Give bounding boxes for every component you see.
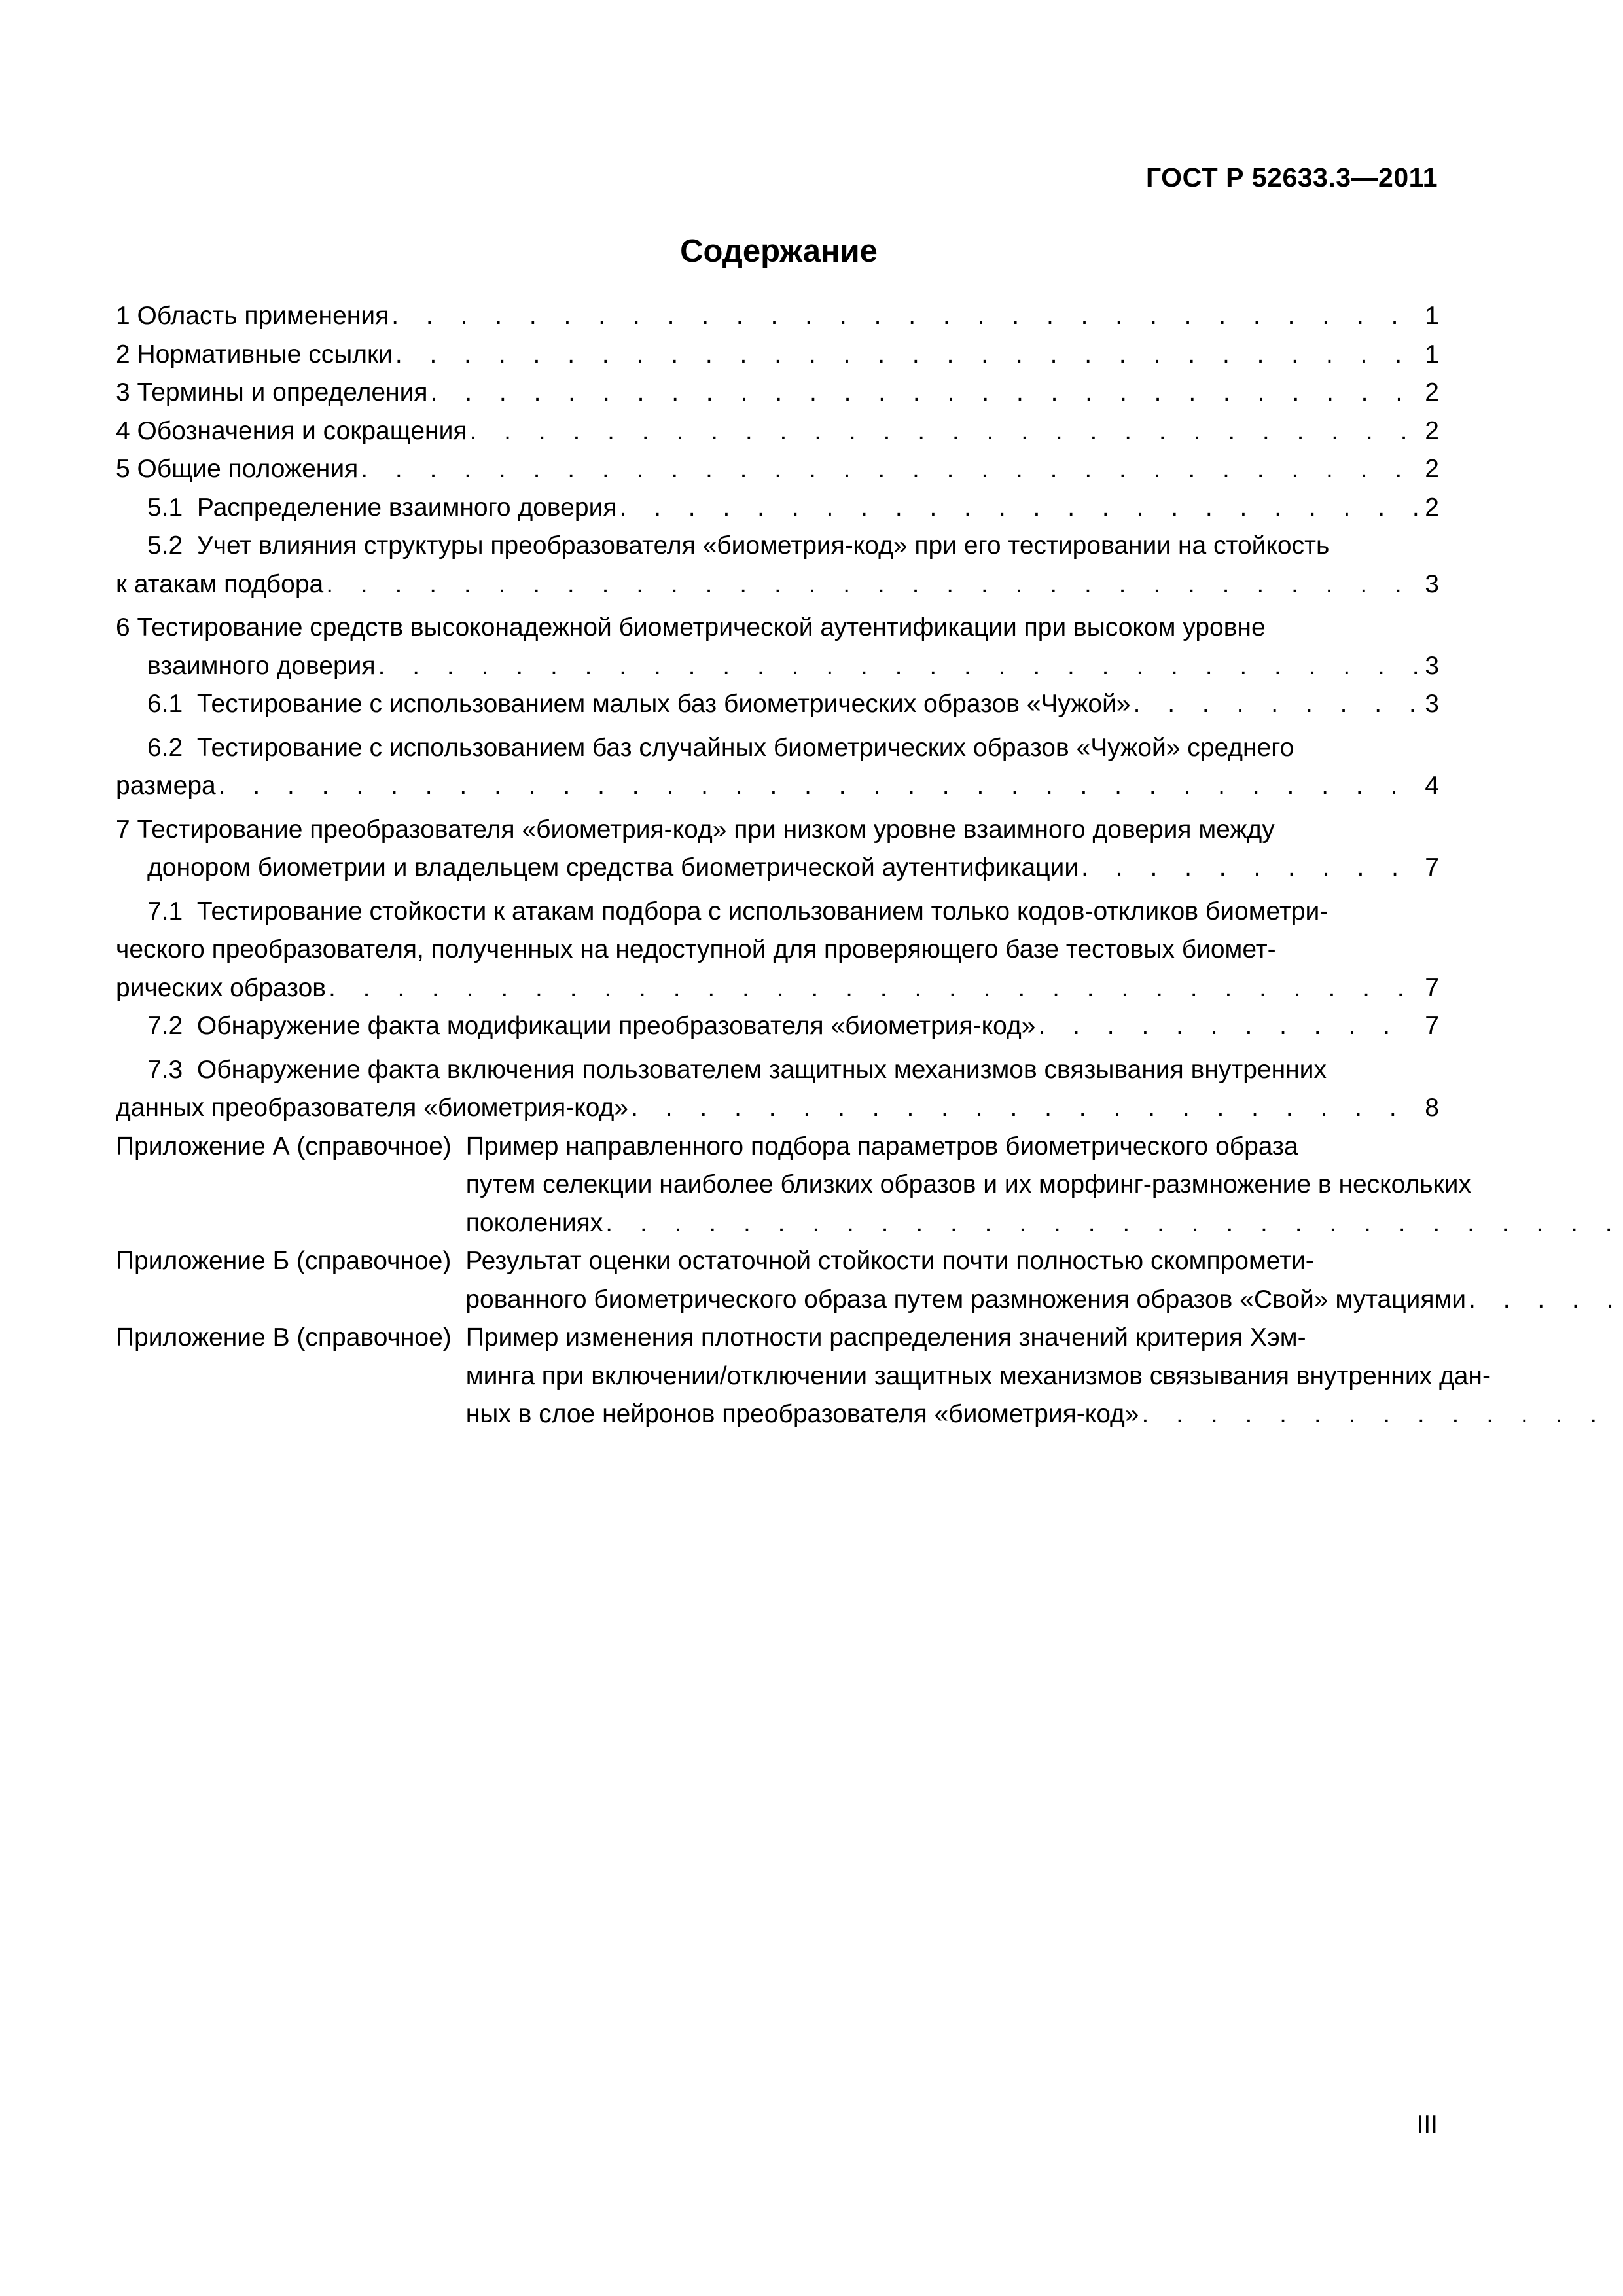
toc-title: Содержание [680,234,878,269]
toc-leader [1133,685,1420,724]
toc-entry-num: 3 [116,378,130,406]
toc-entry-7[interactable] [116,811,1439,888]
toc-leader [631,1089,1419,1128]
toc-entry-text: ческого преобразователя, полученных на недоступной для проверяющего базе тестовых биомет- [116,935,1276,963]
toc-entry-5-2[interactable] [116,527,1439,603]
toc-entry-page: 8 [1425,1094,1439,1122]
toc-entry-text: взаимного доверия [147,651,376,680]
toc-entry-text: рованного биометрического образа путем размножения образов «Свой» мутациями [465,1285,1467,1314]
toc-entry-3[interactable] [116,374,1439,412]
toc-leader [326,565,1419,604]
toc-entry-7-2[interactable] [116,1007,1439,1046]
toc-entry-num: 7.1 [147,897,183,925]
toc-entry-page: 7 [1425,973,1439,1002]
toc-entry-text: Тестирование средств высоконадежной биометрической аутентификации при высоком уровне [137,613,1266,641]
toc-entry-num: 5.2 [147,531,183,560]
toc-entry-num: 6.2 [147,733,183,762]
toc-entry-text: Пример изменения плотности распределения значений критерия Хэм- [465,1323,1306,1352]
toc-entry-4[interactable] [116,412,1439,451]
toc-entry-text: путем селекции наиболее близких образов и их морфинг-размножение в нескольких [465,1170,1471,1198]
toc-entry-num: 7.3 [147,1055,183,1084]
toc-entry-text: Обнаружение факта модификации преобразователя «биометрия-код» [196,1012,1036,1040]
toc-leader [391,297,1419,336]
toc-entry-7-1[interactable] [116,893,1439,1008]
toc-leader [431,374,1420,412]
toc-entry-num: 5.1 [147,493,183,522]
toc-entry-text: поколениях [465,1208,603,1237]
toc-leader [378,647,1420,686]
toc-entry-page: 1 [1425,302,1439,330]
toc-leader [1469,1281,1623,1319]
toc-entry-page: 4 [1425,772,1439,800]
document-code: ГОСТ Р 52633.3—2011 [1145,162,1438,192]
toc-entry-text: Тестирование с использованием баз случайных биометрических образов «Чужой» среднего [196,733,1294,762]
toc-leader [329,969,1419,1008]
toc-entry-page: 7 [1425,1012,1439,1040]
toc-entry-num: 6.1 [147,690,183,718]
toc-entry-num: 4 [116,416,130,445]
toc-entry-page: 2 [1425,455,1439,483]
toc-leader [469,412,1419,451]
toc-leader [1081,849,1419,888]
toc-entry-page: 3 [1425,690,1439,718]
toc-leader [619,489,1419,528]
toc-appendix-a[interactable] [116,1128,1471,1243]
toc-entry-num: 6 [116,613,130,641]
page-number: III [1416,2111,1438,2139]
toc-entry-text: Общие положения [137,455,359,483]
toc-entry-num: 2 [116,340,130,368]
toc-entry-6-2[interactable] [116,729,1439,806]
toc-entry-text: Тестирование стойкости к атакам подбора с использованием только кодов-откликов биометри- [196,897,1329,925]
toc-entry-text: Область применения [137,302,389,330]
toc-entry-2[interactable] [116,336,1439,374]
toc-leader [219,767,1420,806]
appendix-label: Приложение Б (справочное) [116,1247,452,1275]
appendix-label: Приложение В (справочное) [116,1323,452,1352]
toc-entry-text: ных в слое нейронов преобразователя «биометрия-код» [465,1400,1139,1428]
toc-entry-text: Обозначения и сокращения [137,416,467,445]
toc-leader [605,1204,1623,1243]
toc-entry-5[interactable] [116,450,1439,489]
toc-entry-text: Учет влияния структуры преобразователя «биометрия-код» при его тестировании на стойкость [196,531,1330,560]
toc-entry-page: 7 [1425,853,1439,882]
toc-entry-text: данных преобразователя «биометрия-код» [116,1094,629,1122]
toc-entry-1[interactable] [116,297,1439,336]
toc-leader [1038,1007,1419,1046]
toc-entry-text: Обнаружение факта включения пользователем защитных механизмов связывания внутренних [196,1055,1327,1084]
toc-entry-text: Пример направленного подбора параметров биометрического образа [465,1132,1298,1160]
toc-entry-5-1[interactable] [116,489,1439,528]
toc-entry-page: 1 [1425,340,1439,368]
toc-leader [395,336,1419,374]
toc-entry-num: 7.2 [147,1012,183,1040]
toc-appendix-b[interactable] [116,1242,1467,1319]
toc-entry-text: Тестирование преобразователя «биометрия-код» при низком уровне взаимного доверия между [137,815,1275,844]
toc-entry-text: Тестирование с использованием малых баз биометрических образов «Чужой» [196,690,1131,718]
toc-entry-6-1[interactable] [116,685,1439,724]
toc-entry-num: 7 [116,815,130,844]
toc-entry-text: Нормативные ссылки [137,340,393,368]
toc-entry-text: размера [116,772,216,800]
toc-entry-text: Термины и определения [137,378,428,406]
toc-entry-page: 2 [1425,378,1439,406]
toc-leader [1142,1395,1623,1434]
toc-entry-page: 2 [1425,493,1439,522]
toc-appendix-v[interactable] [116,1319,1491,1434]
toc-entry-page: 2 [1425,416,1439,445]
toc-entry-num: 5 [116,455,130,483]
toc-entry-text: донором биометрии и владельцем средства биометрической аутентификации [147,853,1079,882]
toc-entry-text: минга при включении/отключении защитных механизмов связывания внутренних дан- [465,1361,1491,1390]
toc-entry-page: 3 [1425,651,1439,680]
toc-entry-text: Распределение взаимного доверия [196,493,617,522]
table-of-contents [116,297,1491,1434]
toc-entry-6[interactable] [116,609,1439,685]
toc-entry-text: рических образов [116,973,326,1002]
toc-entry-7-3[interactable] [116,1051,1439,1128]
toc-entry-num: 1 [116,302,130,330]
toc-leader [361,450,1419,489]
appendix-label: Приложение А (справочное) [116,1132,452,1160]
toc-entry-page: 3 [1425,569,1439,598]
toc-entry-text: к атакам подбора [116,569,324,598]
toc-entry-text: Результат оценки остаточной стойкости почти полностью скомпромети- [465,1247,1314,1275]
